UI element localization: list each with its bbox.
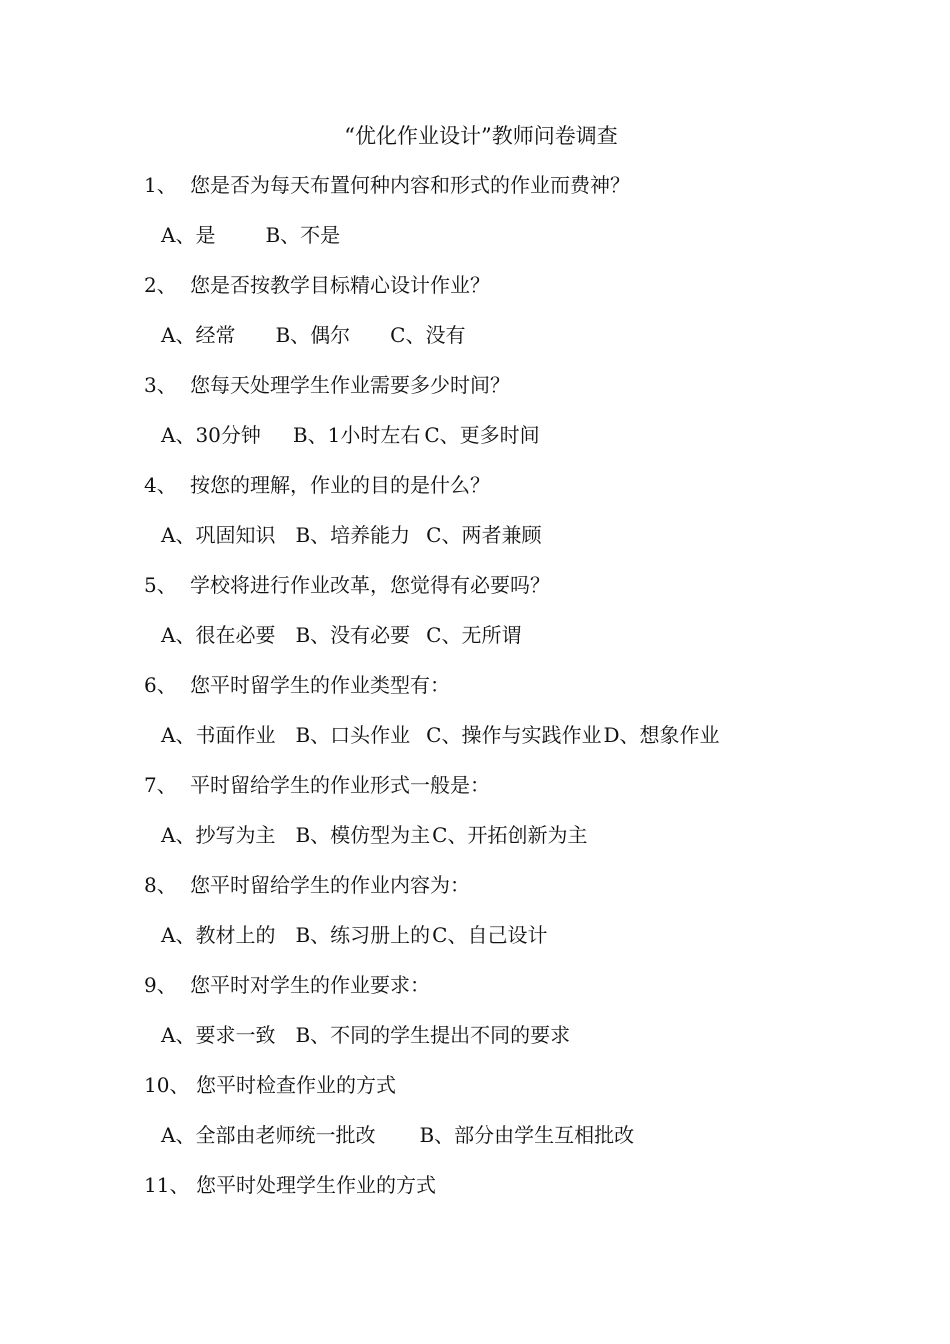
question-line <box>144 869 844 919</box>
option: B、偶尔 <box>275 323 351 347</box>
question-number: 5、 <box>144 573 177 597</box>
question-item <box>144 469 844 569</box>
document-title: “优化作业设计”教师问卷调查 <box>344 124 618 148</box>
question-number: 10、 <box>144 1073 190 1097</box>
question-line <box>144 569 844 619</box>
question-text: 您平时留学生的作业类型有： <box>190 673 450 697</box>
question-list <box>144 169 844 1219</box>
question-text: 学校将进行作业改革，您觉得有必要吗？ <box>190 573 550 597</box>
question-number: 11、 <box>144 1173 190 1197</box>
option: A、经常 <box>161 323 236 347</box>
options-line <box>144 719 844 769</box>
question-number: 3、 <box>144 373 177 397</box>
question-number: 4、 <box>144 473 177 497</box>
question-item <box>144 769 844 869</box>
option: A、很在必要 <box>161 623 276 647</box>
question-item <box>144 269 844 369</box>
option: C、更多时间 <box>424 423 540 447</box>
question-text: 您是否按教学目标精心设计作业？ <box>190 273 490 297</box>
option: A、巩固知识 <box>161 523 276 547</box>
question-number: 1、 <box>144 173 177 197</box>
option: C、两者兼顾 <box>426 523 542 547</box>
option: C、无所谓 <box>426 623 522 647</box>
options-line <box>144 1119 844 1169</box>
question-number: 9、 <box>144 973 177 997</box>
question-text: 平时留给学生的作业形式一般是： <box>190 773 490 797</box>
question-line <box>144 969 844 1019</box>
question-number: 7、 <box>144 773 177 797</box>
question-line <box>144 369 844 419</box>
option: A、要求一致 <box>161 1023 276 1047</box>
question-item <box>144 1069 844 1169</box>
question-number: 2、 <box>144 273 177 297</box>
option: C、开拓创新为主 <box>432 823 588 847</box>
option: A、教材上的 <box>161 923 276 947</box>
question-text: 您是否为每天布置何种内容和形式的作业而费神？ <box>190 173 630 197</box>
question-text: 您平时对学生的作业要求： <box>190 973 430 997</box>
options-line <box>144 919 844 969</box>
options-line <box>144 519 844 569</box>
question-item <box>144 369 844 469</box>
question-line <box>144 169 844 219</box>
option: A、抄写为主 <box>161 823 276 847</box>
question-line <box>144 1069 844 1119</box>
question-text: 按您的理解，作业的目的是什么？ <box>190 473 490 497</box>
option: A、是 <box>161 223 216 247</box>
option: B、模仿型为主 <box>295 823 431 847</box>
option: B、培养能力 <box>295 523 411 547</box>
option: D、想象作业 <box>603 723 720 747</box>
option: C、操作与实践作业 <box>426 723 602 747</box>
option: B、部分由学生互相批改 <box>419 1123 635 1147</box>
question-item <box>144 669 844 769</box>
question-line <box>144 469 844 519</box>
option: C、没有 <box>390 323 466 347</box>
question-text: 您平时处理学生作业的方式 <box>196 1173 436 1197</box>
question-number: 8、 <box>144 873 177 897</box>
option: B、没有必要 <box>295 623 411 647</box>
question-line <box>144 269 844 319</box>
question-line <box>144 769 844 819</box>
question-item <box>144 969 844 1069</box>
options-line <box>144 619 844 669</box>
question-text: 您每天处理学生作业需要多少时间？ <box>190 373 510 397</box>
question-item <box>144 169 844 269</box>
question-text: 您平时检查作业的方式 <box>196 1073 396 1097</box>
options-line <box>144 219 844 269</box>
options-line <box>144 419 844 469</box>
question-line <box>144 669 844 719</box>
options-line <box>144 319 844 369</box>
option: B、1小时左右 <box>292 423 421 447</box>
option: A、书面作业 <box>161 723 276 747</box>
option: B、口头作业 <box>295 723 411 747</box>
option: A、全部由老师统一批改 <box>161 1123 376 1147</box>
option: A、30分钟 <box>161 423 261 447</box>
question-number: 6、 <box>144 673 177 697</box>
options-line <box>144 819 844 869</box>
question-item <box>144 569 844 669</box>
question-line <box>144 1169 844 1219</box>
question-item <box>144 869 844 969</box>
options-line <box>144 1019 844 1069</box>
question-item <box>144 1169 844 1219</box>
question-text: 您平时留给学生的作业内容为： <box>190 873 470 897</box>
option: B、练习册上的 <box>295 923 431 947</box>
option: C、自己设计 <box>432 923 548 947</box>
option: B、不是 <box>265 223 341 247</box>
option: B、不同的学生提出不同的要求 <box>295 1023 571 1047</box>
